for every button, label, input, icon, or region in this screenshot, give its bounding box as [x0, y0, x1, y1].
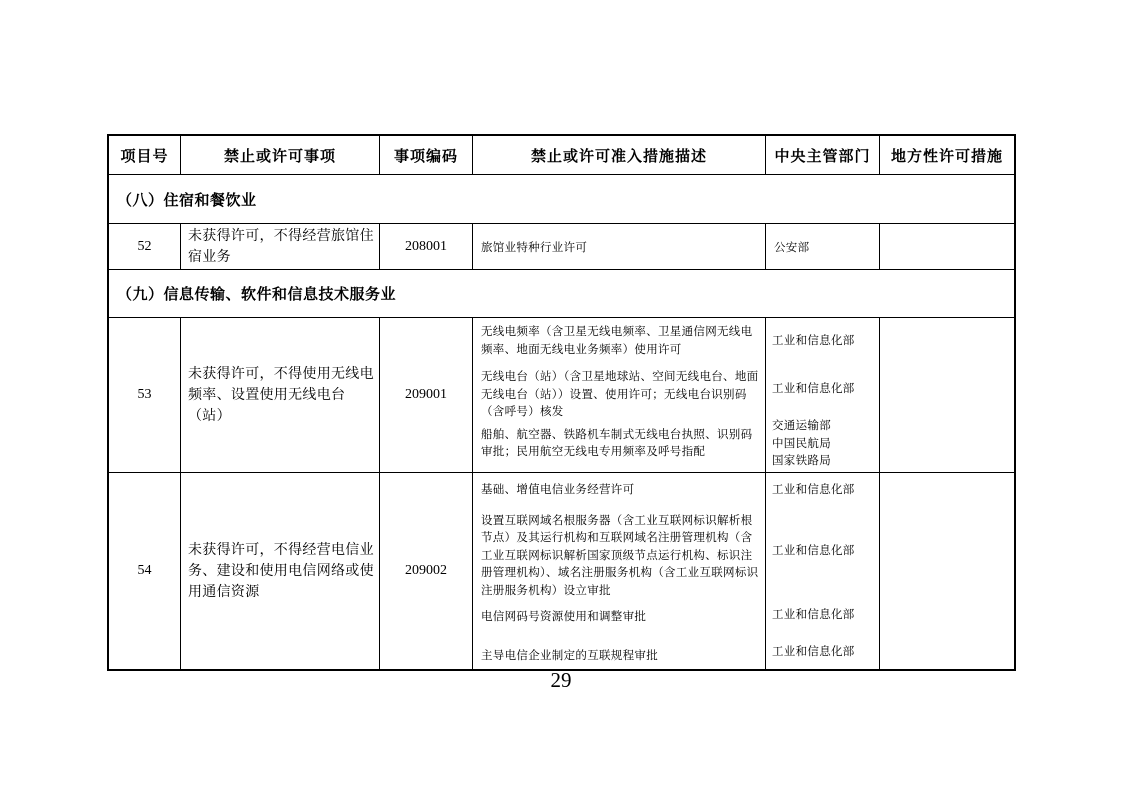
local-measures-cell [879, 224, 1014, 269]
page-number: 29 [550, 668, 572, 692]
central-department: 中国民航局 [772, 437, 831, 450]
central-department: 工业和信息化部 [772, 484, 855, 496]
measure-description: 主导电信企业制定的互联规程审批 [481, 649, 658, 662]
central-department: 工业和信息化部 [772, 544, 855, 557]
section-title-accommodation-catering: （八）住宿和餐饮业 [117, 192, 257, 209]
table-header-row [109, 136, 1014, 174]
central-department: 工业和信息化部 [772, 382, 855, 395]
table-row-54 [109, 472, 1014, 669]
measure-description: 无线电台（站）（含卫星地球站、空间无线电台、地面无线电台（站））设置、使用许可；无线电台识别码（含呼号）核发 [481, 371, 759, 418]
central-department: 工业和信息化部 [772, 335, 855, 347]
measure-description: 电信网码号资源使用和调整审批 [481, 611, 647, 623]
col-header-item-code: 事项编码 [379, 136, 472, 174]
prohibited-item-text: 未获得许可，不得经营旅馆住宿业务 [180, 224, 379, 269]
table-row-52 [109, 223, 1014, 269]
col-header-prohibited-item: 禁止或许可事项 [180, 136, 379, 174]
central-departments [765, 318, 879, 472]
measure-description: 设置互联网域名根服务器（含工业互联网标识解析根节点）及其运行机构和互联网域名注册管理机构（含工业互联网标识解析国家顶级节点运行机构、标识注册管理机构）、域名注册服务机构（含工业互联网标识注册服务机构）设立审批 [481, 514, 759, 597]
item-number: 53 [137, 387, 152, 402]
local-measures-cell [879, 473, 1014, 669]
central-department: 工业和信息化部 [772, 609, 855, 621]
item-code: 209001 [379, 318, 472, 472]
central-department: 国家铁路局 [772, 455, 831, 467]
col-header-item-number: 项目号 [120, 148, 169, 165]
item-code: 208001 [379, 224, 472, 269]
measure-descriptions [472, 473, 765, 669]
measure-description: 无线电频率（含卫星无线电频率、卫星通信网无线电频率、地面无线电业务频率）使用许可 [481, 326, 753, 356]
access-measures-table [107, 134, 1016, 671]
section-row-9 [109, 269, 1014, 317]
table-row-53 [109, 317, 1014, 472]
local-measures-cell [879, 318, 1014, 472]
central-department: 工业和信息化部 [772, 645, 855, 658]
section-row-8 [109, 174, 1014, 223]
central-departments [765, 473, 879, 669]
item-number: 54 [137, 563, 152, 578]
item-number: 52 [137, 238, 152, 254]
central-department: 交通运输部 [772, 420, 831, 432]
measure-description: 船舶、航空器、铁路机车制式无线电台执照、识别码审批；民用航空无线电专用频率及呼号指配 [481, 428, 753, 458]
measure-description: 旅馆业特种行业许可 [472, 224, 765, 269]
col-header-measure-description: 禁止或许可准入措施描述 [472, 136, 765, 174]
prohibited-item-text: 未获得许可，不得使用无线电频率、设置使用无线电台（站） [180, 318, 379, 472]
prohibited-item-text: 未获得许可，不得经营电信业务、建设和使用电信网络或使用通信资源 [180, 473, 379, 669]
item-code: 209002 [379, 473, 472, 669]
section-title-information-technology: （九）信息传输、软件和信息技术服务业 [117, 287, 397, 303]
measure-description: 基础、增值电信业务经营许可 [481, 484, 635, 496]
col-header-local-measures: 地方性许可措施 [879, 136, 1014, 174]
measure-descriptions [472, 318, 765, 472]
col-header-central-department: 中央主管部门 [765, 136, 879, 174]
central-department: 公安部 [765, 224, 879, 269]
